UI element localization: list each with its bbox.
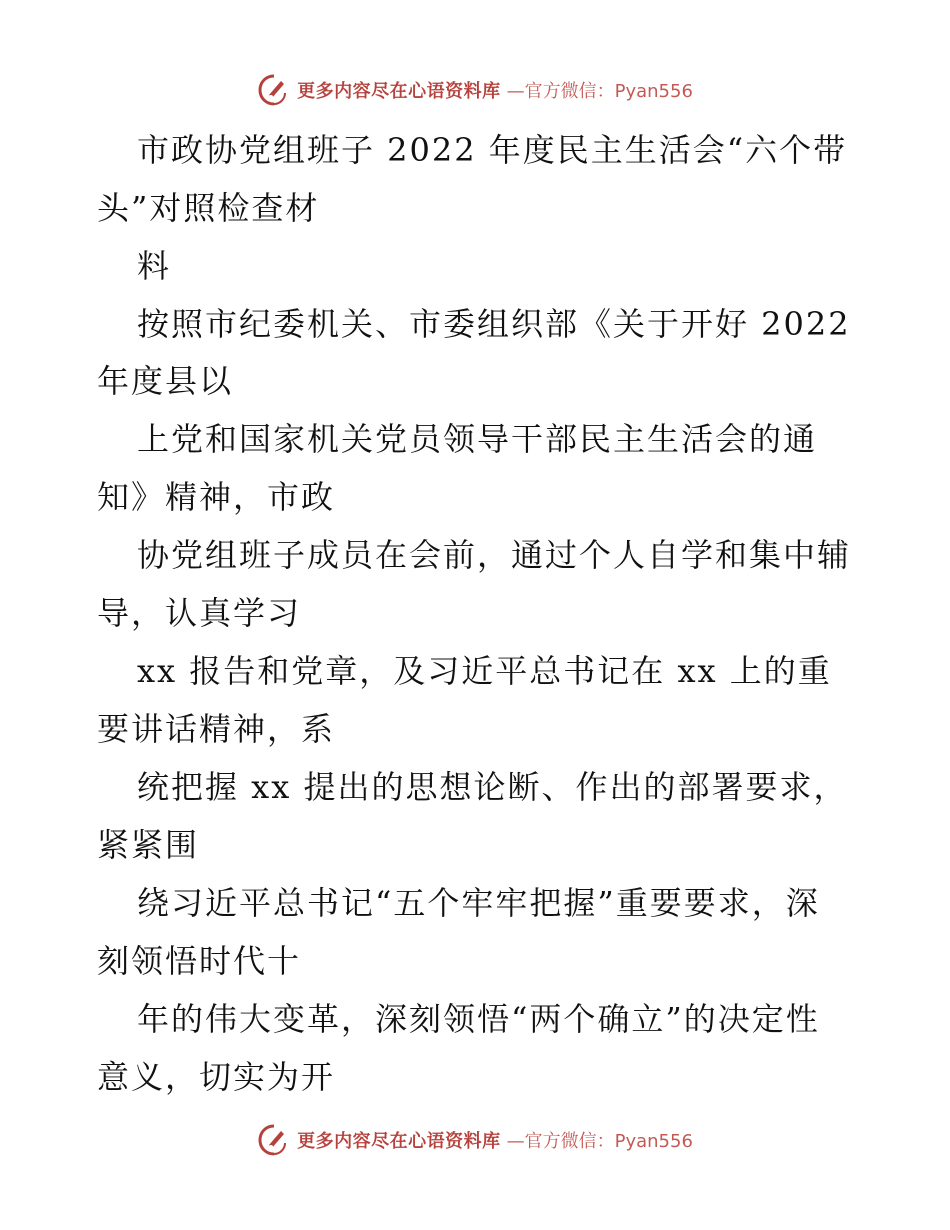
watermark-main-text: 更多内容尽在心语资料库	[297, 1131, 501, 1152]
watermark-sub-text: —官方微信：Pyan556	[506, 1131, 693, 1152]
text-line: 要讲话精神，系	[97, 710, 336, 748]
pen-nib-swirl-icon	[257, 1123, 291, 1157]
text-line: 上党和国家机关党员领导干部民主生活会的通	[137, 420, 818, 458]
text-line: 紧紧围	[97, 826, 200, 864]
text-line: 绕习近平总书记“五个牢牢把握”重要要求，深	[137, 884, 820, 922]
header-watermark	[0, 70, 950, 110]
text-line: 市政协党组班子 2022 年度民主生活会“六个带	[137, 131, 848, 169]
text-line: 刻领悟时代十	[97, 942, 302, 980]
watermark-sub-text: —官方微信：Pyan556	[506, 81, 693, 102]
text-line: 头”对照检查材	[97, 189, 320, 227]
text-line: xx 报告和党章，及习近平总书记在 xx 上的重	[137, 652, 832, 690]
text-line: 意义，切实为开	[97, 1058, 336, 1096]
watermark-main-text: 更多内容尽在心语资料库	[297, 81, 501, 102]
pen-nib-swirl-icon	[257, 73, 291, 107]
text-line: 按照市纪委机关、市委组织部《关于开好 2022	[137, 305, 851, 343]
text-line: 年度县以	[97, 362, 234, 400]
text-line: 知》精神，市政	[97, 478, 336, 516]
text-line: 年的伟大变革，深刻领悟“两个确立”的决定性	[137, 1000, 820, 1038]
text-line: 协党组班子成员在会前，通过个人自学和集中辅	[137, 536, 852, 574]
footer-watermark	[0, 1120, 950, 1160]
text-line: 料	[137, 247, 172, 285]
text-line: 统把握 xx 提出的思想论断、作出的部署要求，	[137, 768, 848, 806]
text-line: 导，认真学习	[97, 594, 302, 632]
